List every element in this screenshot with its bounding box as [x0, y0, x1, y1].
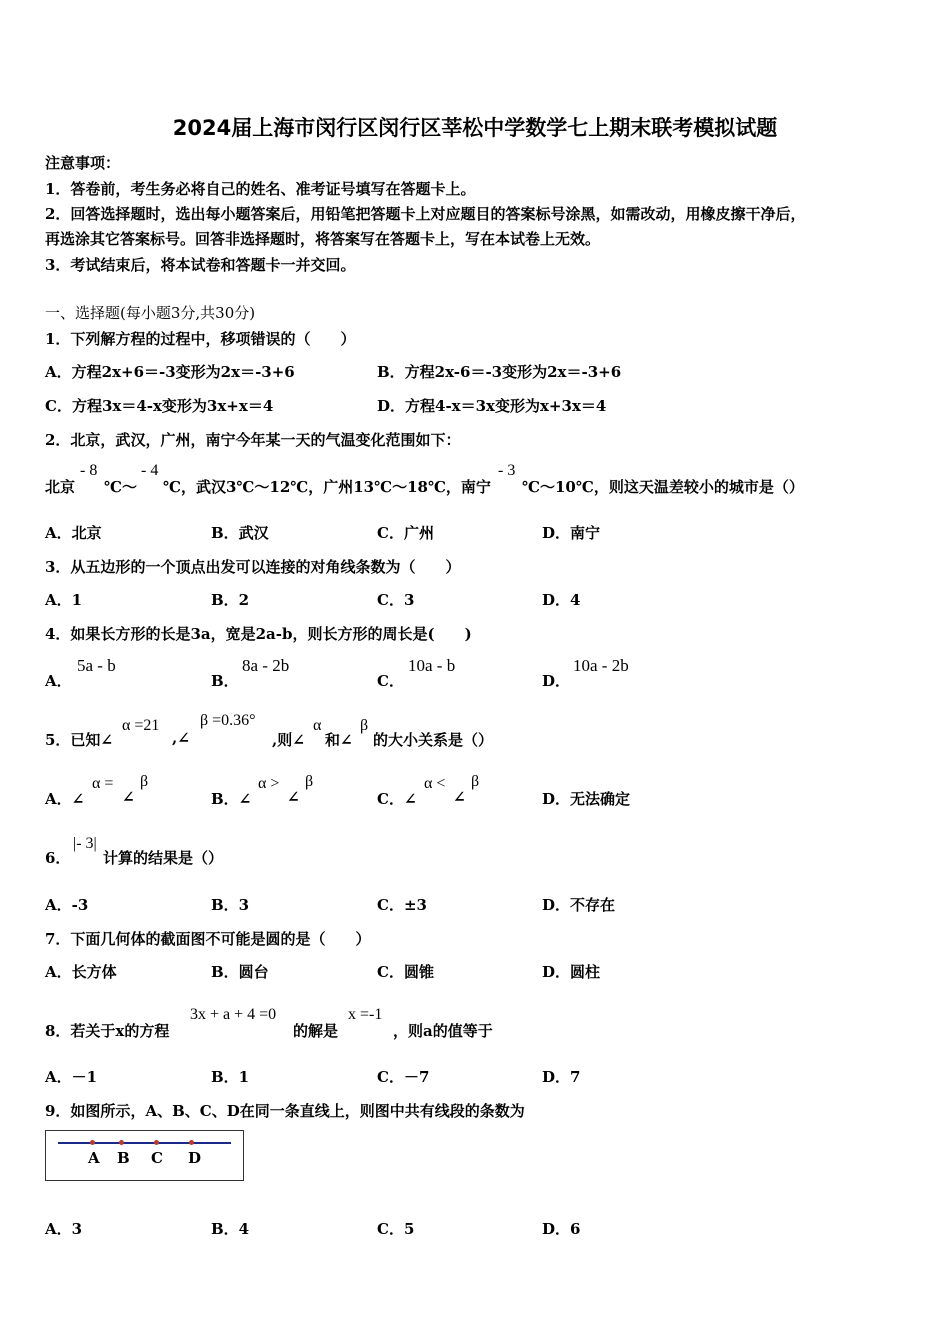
- q5-label-b: B．∠: [211, 790, 252, 808]
- q7-option-d: D．圆柱: [542, 963, 601, 981]
- q4-option-d: 10a - 2b: [573, 656, 629, 675]
- point-b-dot: [119, 1140, 124, 1145]
- section-heading: 一、选择题(每小题3分,共30分): [45, 304, 256, 322]
- q2-temp-1: - 8: [80, 462, 98, 479]
- q7-option-c: C．圆锥: [377, 963, 434, 981]
- q4-label-b: B．: [211, 672, 239, 690]
- q4-label-c: C．: [377, 672, 404, 690]
- q2-text-2: ℃～: [104, 478, 137, 496]
- point-label-d: D: [188, 1149, 202, 1167]
- q7-option-a: A．长方体: [45, 963, 117, 981]
- q8-equation: 3x + a + 4 =0: [190, 1006, 277, 1023]
- notice-heading: 注意事项：: [45, 154, 121, 172]
- q1-option-a: A．方程2x+6＝-3变形为2x＝-3+6: [45, 363, 295, 381]
- q4-label-d: D．: [542, 672, 571, 690]
- q8-text-post: ，则a的值等于: [393, 1022, 493, 1040]
- page-title: 2024届上海市闵行区闵行区莘松中学数学七上期末联考模拟试题: [172, 116, 778, 140]
- q5-option-b-angle: ∠: [287, 788, 300, 806]
- q8-text-pre: 8．若关于x的方程: [45, 1022, 170, 1040]
- q5-label-a: A．∠: [45, 790, 85, 808]
- q5-text-pre: 5．已知∠: [45, 731, 114, 749]
- q2-text-4: ℃～10℃，则这天温差较小的城市是（）: [522, 478, 804, 496]
- q8-option-b: B．1: [211, 1068, 250, 1086]
- point-a-dot: [90, 1140, 95, 1145]
- q5-alpha-value: α =21: [122, 717, 160, 734]
- q5-option-c-beta: β: [471, 773, 480, 790]
- q5-option-c-rel: α <: [424, 775, 446, 792]
- point-c-dot: [154, 1140, 159, 1145]
- q8-option-a: A．－1: [45, 1068, 98, 1086]
- q9-option-a: A．3: [45, 1220, 83, 1238]
- q2-text-1: 北京: [45, 478, 76, 496]
- q8-text-mid: 的解是: [293, 1022, 339, 1040]
- notice-item-1: 1．答卷前，考生务必将自己的姓名、准考证号填写在答题卡上。: [45, 180, 476, 198]
- q3-option-c: C．3: [377, 591, 415, 609]
- q6-option-d: D．不存在: [542, 896, 616, 914]
- q8-option-d: D．7: [542, 1068, 581, 1086]
- figure-line: [58, 1142, 231, 1144]
- q2-stem: 2．北京，武汉，广州，南宁今年某一天的气温变化范围如下：: [45, 431, 461, 449]
- q6-text-post: 计算的结果是（）: [103, 849, 224, 867]
- q4-stem: 4．如果长方形的长是3a，宽是2a-b，则长方形的周长是( ): [45, 625, 472, 643]
- q9-option-d: D．6: [542, 1220, 581, 1238]
- q8-solution: x =-1: [348, 1006, 383, 1023]
- q5-option-b-rel: α >: [258, 775, 280, 792]
- q3-option-d: D．4: [542, 591, 581, 609]
- q5-option-a-beta: β: [140, 773, 149, 790]
- q5-option-d: D．无法确定: [542, 790, 631, 808]
- q3-stem: 3．从五边形的一个顶点出发可以连接的对角线条数为（ ）: [45, 558, 461, 576]
- q2-temp-2: - 4: [141, 462, 159, 479]
- q5-text-mid3: 和∠: [325, 731, 353, 749]
- notice-item-2b: 再选涂其它答案标号。回答非选择题时，将答案写在答题卡上，写在本试卷上无效。: [45, 230, 601, 248]
- q1-option-c: C．方程3x＝4-x变形为3x+x＝4: [45, 397, 274, 415]
- point-label-c: C: [151, 1149, 163, 1167]
- q2-text-3: ℃，武汉3℃～12℃，广州13℃～18℃，南宁: [163, 478, 491, 496]
- q1-option-b: B．方程2x-6＝-3变形为2x＝-3+6: [377, 363, 622, 381]
- notice-item-3: 3．考试结束后，将本试卷和答题卡一并交回。: [45, 256, 356, 274]
- q3-option-a: A．1: [45, 591, 83, 609]
- point-d-dot: [189, 1140, 194, 1145]
- q4-option-a: 5a - b: [77, 656, 116, 675]
- notice-item-2a: 2．回答选择题时，选出每小题答案后，用铅笔把答题卡上对应题目的答案标号涂黑，如需改动，用橡皮擦干净后，: [45, 205, 806, 223]
- q5-option-b-beta: β: [305, 773, 314, 790]
- q5-option-a-angle: ∠: [122, 788, 135, 806]
- q2-option-c: C．广州: [377, 524, 434, 542]
- q1-stem: 1．下列解方程的过程中，移项错误的（ ）: [45, 330, 356, 348]
- q8-option-c: C．－7: [377, 1068, 430, 1086]
- q2-option-a: A．北京: [45, 524, 102, 542]
- q6-text-pre: 6．: [45, 849, 71, 867]
- q7-option-b: B．圆台: [211, 963, 269, 981]
- q5-beta: β: [360, 717, 369, 734]
- q5-option-c-angle: ∠: [453, 788, 466, 806]
- q5-beta-value: β =0.36°: [200, 712, 256, 729]
- q5-label-c: C．∠: [377, 790, 417, 808]
- q6-expression: |- 3|: [73, 835, 97, 852]
- q2-option-d: D．南宁: [542, 524, 601, 542]
- q2-option-b: B．武汉: [211, 524, 269, 542]
- q5-text-post: 的大小关系是（）: [373, 731, 494, 749]
- q5-text-mid1: ,∠: [172, 729, 190, 747]
- q3-option-b: B．2: [211, 591, 250, 609]
- q6-option-b: B．3: [211, 896, 250, 914]
- q4-option-c: 10a - b: [408, 656, 456, 675]
- q4-label-a: A．: [45, 672, 72, 690]
- point-label-a: A: [88, 1149, 100, 1167]
- q5-option-a-rel: α =: [92, 775, 114, 792]
- q5-text-mid2: ,则∠: [272, 731, 305, 749]
- q7-stem: 7．下面几何体的截面图不可能是圆的是（ ）: [45, 930, 371, 948]
- q1-option-d: D．方程4-x＝3x变形为x+3x＝4: [377, 397, 607, 415]
- q9-line-figure: [45, 1130, 244, 1181]
- point-label-b: B: [117, 1149, 130, 1167]
- q2-temp-3: - 3: [498, 462, 516, 479]
- q4-option-b: 8a - 2b: [242, 656, 290, 675]
- q9-stem: 9．如图所示，A、B、C、D在同一条直线上，则图中共有线段的条数为: [45, 1102, 525, 1120]
- q6-option-c: C．±3: [377, 896, 427, 914]
- q9-option-b: B．4: [211, 1220, 250, 1238]
- q5-alpha: α: [313, 717, 322, 734]
- q6-option-a: A．-3: [45, 896, 89, 914]
- q9-option-c: C．5: [377, 1220, 415, 1238]
